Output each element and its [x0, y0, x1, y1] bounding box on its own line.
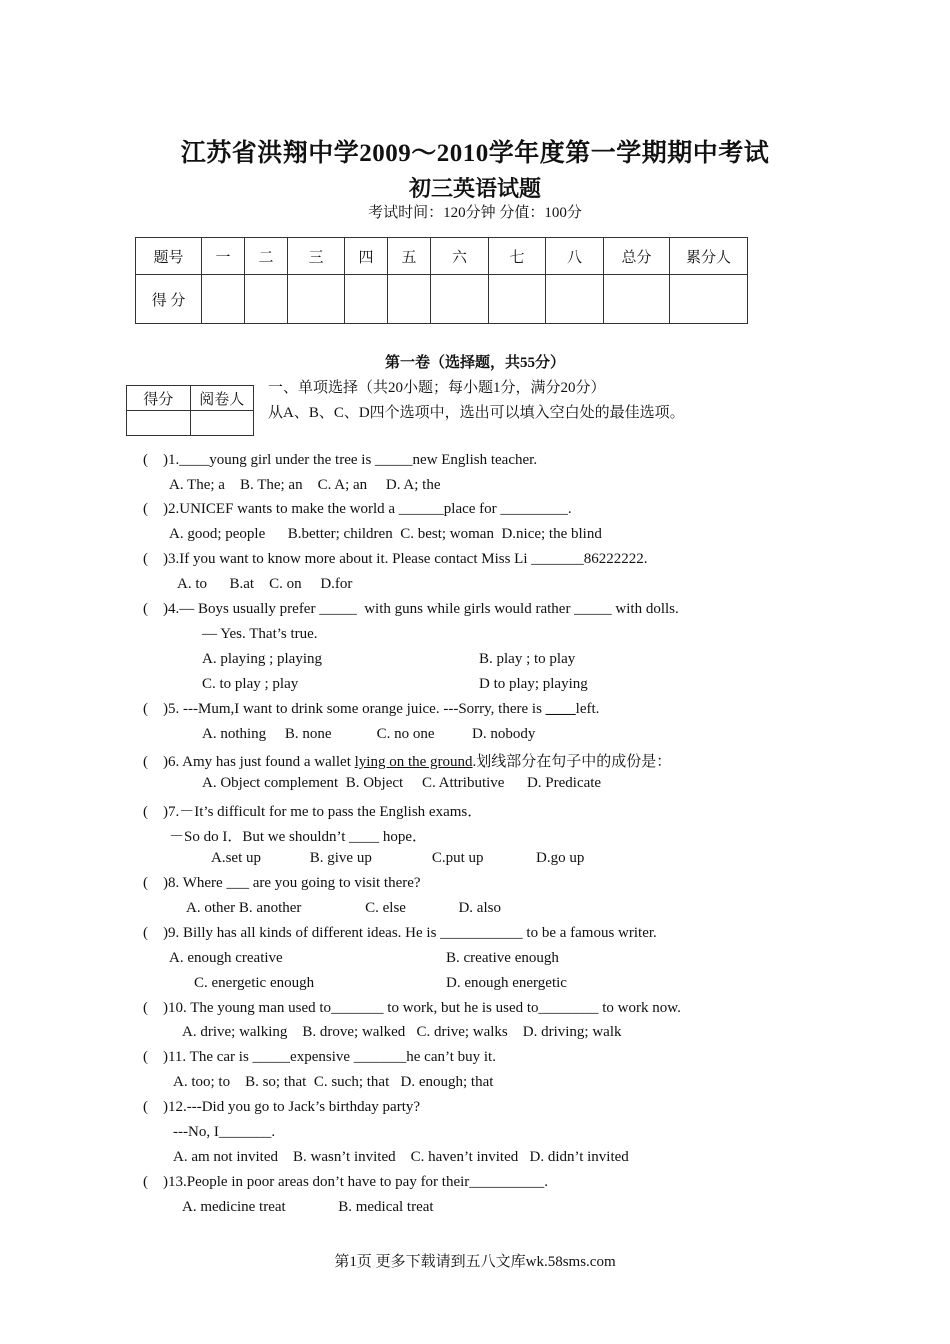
question-line: ( )7.－It’s difficult for me to pass the English exams． [143, 804, 483, 820]
score-header-cell: 一 [202, 238, 245, 275]
answer-option: B. play ; to play [479, 651, 576, 667]
question-line: ( )9. Billy has all kinds of different ideas. He is ___________ to be a famous writer. [143, 925, 657, 941]
score-header-cell: 七 [489, 238, 546, 275]
question-text: .划线部分在句子中的成份是： [472, 754, 672, 770]
question-text: ( )5. ---Mum,I want to drink some orange juice. ---Sorry, there is [143, 701, 546, 717]
score-cell [245, 275, 288, 324]
grader-cell [190, 411, 254, 436]
score-cell [489, 275, 546, 324]
score-cell [431, 275, 489, 324]
score-header-cell: 总分 [604, 238, 670, 275]
answer-options: A. medicine treat B. medical treat [182, 1199, 434, 1215]
answer-option: A. enough creative [169, 950, 283, 966]
answer-option: B. creative enough [446, 950, 559, 966]
answer-options: A. to B.at C. on D.for [177, 576, 353, 592]
underlined-phrase: lying on the ground [354, 754, 473, 770]
question-line: ( )3.If you want to know more about it. Please contact Miss Li _______86222222. [143, 551, 648, 567]
score-header-cell: 累分人 [670, 238, 748, 275]
score-cell [546, 275, 604, 324]
answer-options: A. other B. another C. else D. also [186, 900, 501, 916]
answer-options: A. nothing B. none C. no one D. nobody [202, 726, 536, 742]
score-header-cell: 三 [288, 238, 345, 275]
answer-options: A. good; people B.better; children C. best; woman D.nice; the blind [169, 526, 602, 542]
question-line: — Yes. That’s true. [202, 626, 318, 642]
answer-options: A. drive; walking B. drove; walked C. drive; walks D. driving; walk [182, 1024, 622, 1040]
question-line: －So do I．But we shouldn’t ____ hope． [169, 829, 428, 845]
grader-name-label: 阅卷人 [190, 386, 254, 411]
score-header-cell: 六 [431, 238, 489, 275]
score-table-header-row [136, 238, 748, 275]
answer-options: A. am not invited B. wasn’t invited C. haven’t invited D. didn’t invited [173, 1149, 629, 1165]
part1-heading: 一、单项选择（共20小题；每小题1分，满分20分） [268, 380, 606, 396]
score-table-score-row [136, 275, 748, 324]
question-line: ( )12.---Did you go to Jack’s birthday party? [143, 1099, 421, 1115]
question-line: ---No, I_______. [173, 1124, 276, 1140]
page-footer: 第1页 更多下载请到五八文库wk.58sms.com [334, 1254, 616, 1270]
question-text: ( )6. Amy has just found a wallet [143, 754, 355, 770]
question-blank: ____ [545, 701, 576, 717]
exam-title: 江苏省洪翔中学2009～2010学年度第一学期期中考试 [180, 140, 770, 167]
score-header-cell: 五 [388, 238, 431, 275]
answer-option: A. playing ; playing [202, 651, 322, 667]
score-cell [388, 275, 431, 324]
score-table [135, 237, 748, 324]
question-line [143, 750, 671, 771]
answer-option: D to play; playing [479, 676, 588, 692]
answer-options: A. The; a B. The; an C. A; an D. A; the [169, 477, 441, 493]
answer-option: D. enough energetic [446, 975, 567, 991]
question-line: ( )4.— Boys usually prefer _____ with guns while girls would rather _____ with dolls. [143, 601, 679, 617]
section-title: 第一卷（选择题，共55分） [384, 355, 565, 371]
score-cell [604, 275, 670, 324]
exam-info: 考试时间：120分钟 分值：100分 [368, 205, 582, 221]
score-header-cell: 八 [546, 238, 604, 275]
score-row-label: 得 分 [136, 275, 202, 324]
answer-options: A. Object complement B. Object C. Attributive D. Predicate [202, 775, 602, 791]
grader-cell [127, 411, 191, 436]
subject-title: 初三英语试题 [408, 176, 541, 201]
answer-option: C. to play ; play [202, 676, 299, 692]
question-text: left. [575, 701, 600, 717]
score-header-cell: 题号 [136, 238, 202, 275]
score-header-cell: 二 [245, 238, 288, 275]
grader-table [126, 385, 254, 436]
question-line: ( )13.People in poor areas don’t have to pay for their__________. [143, 1174, 549, 1190]
question-line: ( )2.UNICEF wants to make the world a ______place for _________. [143, 501, 572, 517]
question-line: ( )1.____young girl under the tree is _____new English teacher. [143, 452, 538, 468]
score-header-cell: 四 [345, 238, 388, 275]
answer-option: C. energetic enough [194, 975, 315, 991]
part1-instruction: 从A、B、C、D四个选项中，选出可以填入空白处的最佳选项。 [268, 405, 685, 421]
question-line: ( )8. Where ___ are you going to visit there? [143, 875, 421, 891]
score-cell [670, 275, 748, 324]
score-cell [202, 275, 245, 324]
answer-options: A. too; to B. so; that C. such; that D. enough; that [173, 1074, 494, 1090]
score-cell [345, 275, 388, 324]
question-line: ( )11. The car is _____expensive _______he can’t buy it. [143, 1049, 496, 1065]
question-line: ( )10. The young man used to_______ to work, but he is used to________ to work now. [143, 1000, 681, 1016]
question-line [143, 701, 599, 718]
answer-options: A.set up B. give up C.put up D.go up [211, 850, 585, 866]
score-cell [288, 275, 345, 324]
grader-score-label: 得分 [127, 386, 191, 411]
